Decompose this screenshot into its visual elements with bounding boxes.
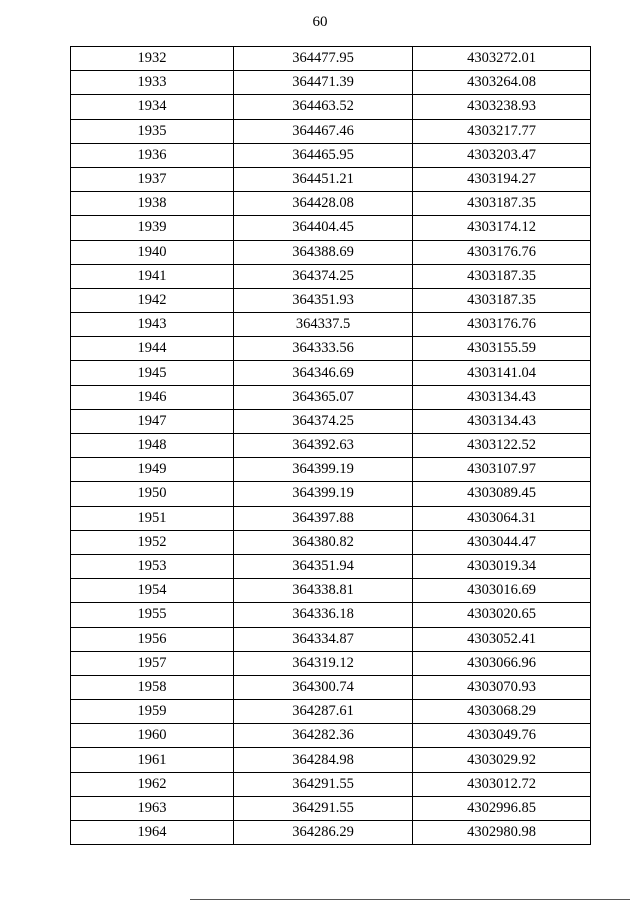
point-number-cell: 1954 <box>71 579 234 603</box>
x-coordinate-cell: 364388.69 <box>234 240 413 264</box>
table-row <box>71 724 591 748</box>
table-row <box>71 554 591 578</box>
coordinates-table <box>70 46 591 845</box>
x-coordinate-cell: 364282.36 <box>234 724 413 748</box>
y-coordinate-cell: 4303176.76 <box>413 313 591 337</box>
point-number-cell: 1964 <box>71 821 234 845</box>
x-coordinate-cell: 364374.25 <box>234 264 413 288</box>
x-coordinate-cell: 364380.82 <box>234 530 413 554</box>
point-number-cell: 1963 <box>71 796 234 820</box>
x-coordinate-cell: 364374.25 <box>234 409 413 433</box>
y-coordinate-cell: 4303068.29 <box>413 700 591 724</box>
table-row <box>71 603 591 627</box>
y-coordinate-cell: 4303272.01 <box>413 47 591 71</box>
y-coordinate-cell: 4303217.77 <box>413 119 591 143</box>
y-coordinate-cell: 4302980.98 <box>413 821 591 845</box>
point-number-cell: 1943 <box>71 313 234 337</box>
table-row <box>71 361 591 385</box>
point-number-cell: 1937 <box>71 167 234 191</box>
x-coordinate-cell: 364286.29 <box>234 821 413 845</box>
y-coordinate-cell: 4303203.47 <box>413 143 591 167</box>
table-row <box>71 337 591 361</box>
x-coordinate-cell: 364392.63 <box>234 434 413 458</box>
x-coordinate-cell: 364428.08 <box>234 192 413 216</box>
table-row <box>71 288 591 312</box>
point-number-cell: 1961 <box>71 748 234 772</box>
table-row <box>71 482 591 506</box>
x-coordinate-cell: 364346.69 <box>234 361 413 385</box>
y-coordinate-cell: 4303020.65 <box>413 603 591 627</box>
point-number-cell: 1932 <box>71 47 234 71</box>
point-number-cell: 1949 <box>71 458 234 482</box>
point-number-cell: 1959 <box>71 700 234 724</box>
y-coordinate-cell: 4303194.27 <box>413 167 591 191</box>
y-coordinate-cell: 4303174.12 <box>413 216 591 240</box>
table-row <box>71 821 591 845</box>
y-coordinate-cell: 4303016.69 <box>413 579 591 603</box>
x-coordinate-cell: 364319.12 <box>234 651 413 675</box>
x-coordinate-cell: 364471.39 <box>234 71 413 95</box>
y-coordinate-cell: 4303176.76 <box>413 240 591 264</box>
table-row <box>71 458 591 482</box>
table-row <box>71 772 591 796</box>
point-number-cell: 1939 <box>71 216 234 240</box>
x-coordinate-cell: 364404.45 <box>234 216 413 240</box>
y-coordinate-cell: 4303134.43 <box>413 409 591 433</box>
table-row <box>71 506 591 530</box>
y-coordinate-cell: 4303141.04 <box>413 361 591 385</box>
y-coordinate-cell: 4303187.35 <box>413 288 591 312</box>
point-number-cell: 1962 <box>71 772 234 796</box>
table-row <box>71 579 591 603</box>
point-number-cell: 1952 <box>71 530 234 554</box>
x-coordinate-cell: 364287.61 <box>234 700 413 724</box>
x-coordinate-cell: 364334.87 <box>234 627 413 651</box>
table-body <box>71 47 591 845</box>
point-number-cell: 1940 <box>71 240 234 264</box>
table-row <box>71 192 591 216</box>
table-row <box>71 748 591 772</box>
point-number-cell: 1938 <box>71 192 234 216</box>
y-coordinate-cell: 4303064.31 <box>413 506 591 530</box>
x-coordinate-cell: 364351.94 <box>234 554 413 578</box>
x-coordinate-cell: 364399.19 <box>234 482 413 506</box>
point-number-cell: 1946 <box>71 385 234 409</box>
point-number-cell: 1955 <box>71 603 234 627</box>
x-coordinate-cell: 364351.93 <box>234 288 413 312</box>
table-row <box>71 119 591 143</box>
y-coordinate-cell: 4303012.72 <box>413 772 591 796</box>
y-coordinate-cell: 4302996.85 <box>413 796 591 820</box>
point-number-cell: 1953 <box>71 554 234 578</box>
table-row <box>71 409 591 433</box>
point-number-cell: 1942 <box>71 288 234 312</box>
x-coordinate-cell: 364465.95 <box>234 143 413 167</box>
point-number-cell: 1933 <box>71 71 234 95</box>
point-number-cell: 1941 <box>71 264 234 288</box>
point-number-cell: 1957 <box>71 651 234 675</box>
y-coordinate-cell: 4303019.34 <box>413 554 591 578</box>
point-number-cell: 1945 <box>71 361 234 385</box>
point-number-cell: 1936 <box>71 143 234 167</box>
table-row <box>71 385 591 409</box>
point-number-cell: 1948 <box>71 434 234 458</box>
y-coordinate-cell: 4303122.52 <box>413 434 591 458</box>
page-number: 60 <box>312 14 328 30</box>
table-row <box>71 313 591 337</box>
point-number-cell: 1935 <box>71 119 234 143</box>
table-row <box>71 651 591 675</box>
table-row <box>71 47 591 71</box>
point-number-cell: 1944 <box>71 337 234 361</box>
table-row <box>71 71 591 95</box>
table-row <box>71 700 591 724</box>
y-coordinate-cell: 4303264.08 <box>413 71 591 95</box>
y-coordinate-cell: 4303155.59 <box>413 337 591 361</box>
x-coordinate-cell: 364399.19 <box>234 458 413 482</box>
y-coordinate-cell: 4303107.97 <box>413 458 591 482</box>
point-number-cell: 1950 <box>71 482 234 506</box>
y-coordinate-cell: 4303089.45 <box>413 482 591 506</box>
table-row <box>71 434 591 458</box>
point-number-cell: 1960 <box>71 724 234 748</box>
y-coordinate-cell: 4303029.92 <box>413 748 591 772</box>
y-coordinate-cell: 4303052.41 <box>413 627 591 651</box>
x-coordinate-cell: 364336.18 <box>234 603 413 627</box>
table-row <box>71 167 591 191</box>
x-coordinate-cell: 364451.21 <box>234 167 413 191</box>
y-coordinate-cell: 4303187.35 <box>413 264 591 288</box>
x-coordinate-cell: 364337.5 <box>234 313 413 337</box>
table-row <box>71 264 591 288</box>
table-row <box>71 216 591 240</box>
y-coordinate-cell: 4303044.47 <box>413 530 591 554</box>
x-coordinate-cell: 364284.98 <box>234 748 413 772</box>
table-row <box>71 675 591 699</box>
y-coordinate-cell: 4303066.96 <box>413 651 591 675</box>
x-coordinate-cell: 364291.55 <box>234 796 413 820</box>
y-coordinate-cell: 4303238.93 <box>413 95 591 119</box>
point-number-cell: 1956 <box>71 627 234 651</box>
x-coordinate-cell: 364397.88 <box>234 506 413 530</box>
table-row <box>71 95 591 119</box>
x-coordinate-cell: 364333.56 <box>234 337 413 361</box>
x-coordinate-cell: 364467.46 <box>234 119 413 143</box>
y-coordinate-cell: 4303049.76 <box>413 724 591 748</box>
x-coordinate-cell: 364291.55 <box>234 772 413 796</box>
bottom-rule <box>190 899 630 900</box>
point-number-cell: 1947 <box>71 409 234 433</box>
point-number-cell: 1951 <box>71 506 234 530</box>
x-coordinate-cell: 364477.95 <box>234 47 413 71</box>
table-row <box>71 530 591 554</box>
point-number-cell: 1934 <box>71 95 234 119</box>
x-coordinate-cell: 364463.52 <box>234 95 413 119</box>
x-coordinate-cell: 364365.07 <box>234 385 413 409</box>
table-row <box>71 796 591 820</box>
table-row <box>71 240 591 264</box>
y-coordinate-cell: 4303134.43 <box>413 385 591 409</box>
y-coordinate-cell: 4303187.35 <box>413 192 591 216</box>
point-number-cell: 1958 <box>71 675 234 699</box>
x-coordinate-cell: 364338.81 <box>234 579 413 603</box>
y-coordinate-cell: 4303070.93 <box>413 675 591 699</box>
x-coordinate-cell: 364300.74 <box>234 675 413 699</box>
table-row <box>71 143 591 167</box>
table-row <box>71 627 591 651</box>
